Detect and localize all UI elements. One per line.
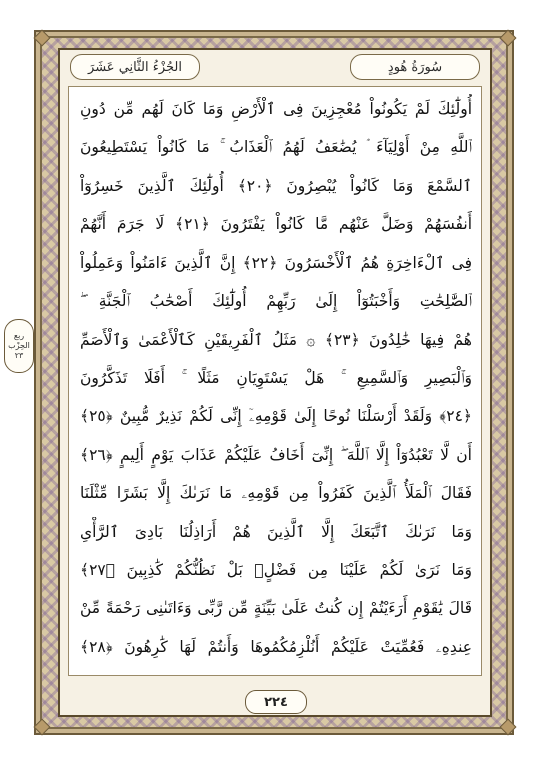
verse-line: عِندِهِۦ فَعُمِّيَتْ عَلَيْكُمْ أَنُلْزِمُكُمُوهَا وَأَنتُمْ لَهَا كَٰرِهُونَ ﴿٢٨﴾ xyxy=(80,637,472,656)
page-number: ٢٢٤ xyxy=(245,690,307,714)
surah-label: سُورَةُ هُودٍ xyxy=(350,54,480,80)
verse-line: هُمْ فِيهَا خَٰلِدُونَ ﴿٢٣﴾ ۞ مَثَلُ ٱلْفَرِيقَيْنِ كَٱلْأَعْمَىٰ وَٱلْأَصَمِّ xyxy=(80,330,472,349)
page-header xyxy=(64,54,486,80)
verse-line: أَنفُسَهُمْ وَضَلَّ عَنْهُم مَّا كَانُواْ يَفْتَرُونَ ﴿٢١﴾ لَا جَرَمَ أَنَّهُمْ xyxy=(80,215,472,234)
verse-line: ﴿٢٤﴾ وَلَقَدْ أَرْسَلْنَا نُوحًا إِلَىٰ قَوْمِهِۦٓ إِنِّى لَكُمْ نَذِيرٌ مُّبِينٌ ﴿٢٥﴾ xyxy=(80,407,472,426)
verse-line: ٱلصَّٰلِحَٰتِ وَأَخْبَتُوٓاْ إِلَىٰ رَبِّهِمْ أُولَٰٓئِكَ أَصْحَٰبُ ٱلْجَنَّةِ ۖ xyxy=(80,292,472,311)
verse-line: وَمَا نَرَىٰكَ ٱتَّبَعَكَ إِلَّا ٱلَّذِينَ هُمْ أَرَاذِلُنَا بَادِىَ ٱلرَّأْىِ xyxy=(80,522,472,541)
hizb-marker-label: الحِزْب xyxy=(8,341,30,350)
verse-line: فِى ٱلْءَاخِرَةِ هُمُ ٱلْأَخْسَرُونَ ﴿٢٢﴾ إِنَّ ٱلَّذِينَ ءَامَنُواْ وَعَمِلُواْ xyxy=(80,253,472,272)
verse-line: وَٱلْبَصِيرِ وَٱلسَّمِيعِ ۚ هَلْ يَسْتَوِيَانِ مَثَلًا ۚ أَفَلَا تَذَكَّرُونَ xyxy=(80,368,472,387)
verse-line: فَقَالَ ٱلْمَلَأُ ٱلَّذِينَ كَفَرُواْ مِن قَوْمِهِۦ مَا نَرَىٰكَ إِلَّا بَشَرًا مِّثْلَنَا xyxy=(80,484,472,503)
verse-line: ٱللَّهِ مِنْ أَوْلِيَآءَ ۘ يُضَٰعَفُ لَهُمُ ٱلْعَذَابُ ۚ مَا كَانُواْ يَسْتَطِيعُونَ xyxy=(80,138,472,157)
hizb-marker xyxy=(0,315,36,375)
verse-lines xyxy=(80,94,472,662)
juz-label: الجُزْءُ الثَّانِي عَشَرَ xyxy=(70,54,200,80)
verse-line: أَن لَّا تَعْبُدُوٓاْ إِلَّا ٱللَّهَ ۖ إِنِّىٓ أَخَافُ عَلَيْكُمْ عَذَابَ يَوْمٍ أَلِيمٍ ﴿٢٦﴾ xyxy=(80,445,472,464)
verse-line: ٱلسَّمْعَ وَمَا كَانُواْ يُبْصِرُونَ ﴿٢٠﴾ أُولَٰٓئِكَ ٱلَّذِينَ خَسِرُوٓاْ xyxy=(80,176,472,195)
hizb-marker-quarter: ربع xyxy=(13,331,25,340)
verse-line: وَمَا نَرَىٰ لَكُمْ عَلَيْنَا مِن فَضْلٍۭ بَلْ نَظُنُّكُمْ كَٰذِبِينَ ﴿٢٧﴾ xyxy=(80,561,472,580)
hizb-marker-number: ٢٣ xyxy=(14,351,24,360)
verse-line: قَالَ يَٰقَوْمِ أَرَءَيْتُمْ إِن كُنتُ عَلَىٰ بَيِّنَةٍ مِّن رَّبِّى وَءَاتَىٰنِى رَحْمَةً مِّنْ xyxy=(80,599,472,618)
hizb-marker-badge xyxy=(4,319,34,373)
verse-line: أُولَٰٓئِكَ لَمْ يَكُونُواْ مُعْجِزِينَ فِى ٱلْأَرْضِ وَمَا كَانَ لَهُم مِّن دُونِ xyxy=(80,100,472,118)
